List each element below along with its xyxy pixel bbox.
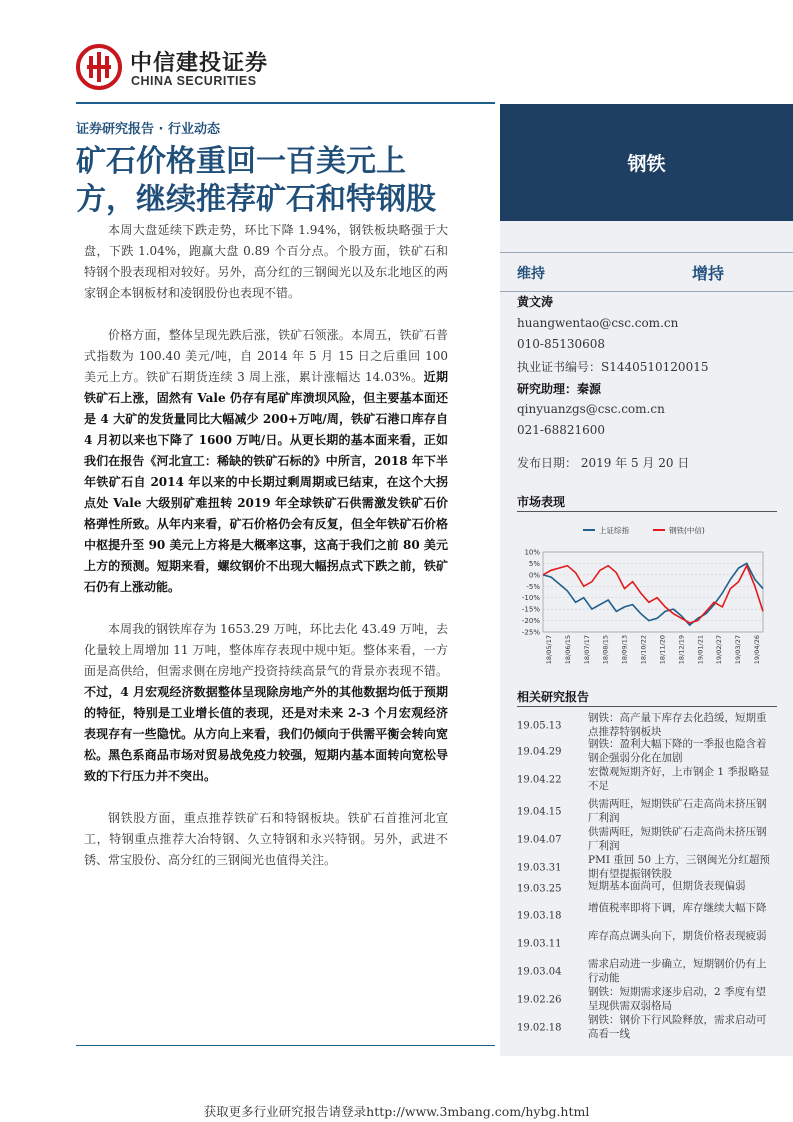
y-tick-label: -20%	[521, 617, 540, 626]
y-tick-label: 10%	[524, 548, 540, 557]
logo-en-text: CHINA SECURITIES	[131, 74, 257, 88]
related-report-date: 19.04.15	[517, 805, 562, 817]
footer-divider	[76, 1045, 495, 1046]
rating-maintain: 维持	[517, 266, 545, 282]
rating-overweight: 增持	[692, 264, 725, 283]
legend-label-sh: 上证综指	[599, 526, 629, 535]
x-tick-label: 18/09/13	[620, 635, 629, 665]
footer-link[interactable]: 获取更多行业研究报告请登录http://www.3mbang.com/hybg.html	[203, 1104, 590, 1119]
related-report-title: 钢铁：钢价下行风险释放，需求启动可高看一线	[588, 1014, 767, 1040]
related-report-date: 19.04.22	[517, 773, 562, 785]
x-tick-label: 18/10/22	[639, 635, 648, 665]
related-report-title: 钢铁：短期需求逐步启动，2 季度有望呈现供需双弱格局	[588, 986, 767, 1012]
related-report-item[interactable]	[517, 880, 777, 898]
legend-label-steel: 钢铁(中信)	[669, 526, 705, 535]
paragraph-4: 钢铁股方面，重点推荐铁矿石和特钢板块。铁矿石首推河北宣工，特钢重点推荐大冶特钢、久立特钢和永兴特钢。另外，武进不锈、常宝股份、高分红的三钢闽光也值得关注。	[84, 811, 448, 867]
related-report-item[interactable]	[517, 826, 777, 853]
related-report-date: 19.02.18	[517, 1021, 562, 1033]
related-report-date: 19.04.07	[517, 833, 562, 845]
series-line-steel	[543, 566, 763, 623]
related-report-date: 19.04.29	[517, 745, 562, 757]
paragraph-2	[84, 325, 448, 598]
related-report-item[interactable]	[517, 798, 777, 825]
related-report-item[interactable]	[517, 766, 777, 793]
y-tick-label: 5%	[528, 559, 540, 568]
related-report-title: 宏微观短期齐好，上市钢企 1 季报略显不足	[588, 766, 770, 792]
related-report-date: 19.05.13	[517, 719, 562, 731]
x-tick-label: 18/06/15	[563, 635, 572, 665]
paragraph-2-bold: 近期铁矿石上涨，固然有 Vale 仍存有尾矿库溃坝风险，但主要基本面还是 4 大矿的发货量同比大幅减少 200+万吨/周，铁矿石港口库存自 4 月初以来也下降了 1600 万吨/日。从更长期的基本面来看，正如我们在报告《河北宣工：稀缺的铁矿石标的》中所言，2018 年下半年铁矿石自 2014 年以来的中长期过剩周期或已结束，在这个大拐点处 Vale 大级别矿难扭转 2019 年全球铁矿石供需激发铁矿石价格弹性所致。从年内来看，矿石价格仍会有反复，但全年铁矿石价格中枢提升至 90 美元上方将是大概率这事，这高于我们之前 80 美元上方的预测。短期来看，螺纹钢价不出现大幅拐点式下跌之前，铁矿石仍有上涨动能。	[84, 370, 448, 594]
related-title: 相关研究报告	[517, 690, 590, 704]
x-tick-label: 19/01/21	[696, 635, 705, 665]
analyst-cert: 执业证书编号：S1440510120015	[517, 360, 709, 374]
related-report-title: 钢铁：高产量下库存去化趋缓，短期重点推荐特钢板块	[588, 712, 767, 738]
related-report-date: 19.02.26	[517, 993, 562, 1005]
brand-logo	[76, 44, 286, 94]
market-divider	[517, 511, 777, 512]
assistant-email[interactable]: qinyuanzgs@csc.com.cn	[517, 402, 665, 416]
related-report-title: 钢铁：盈利大幅下降的一季报也隐含着钢企强弱分化在加剧	[588, 738, 767, 764]
x-tick-label: 18/08/15	[601, 635, 610, 665]
x-tick-label: 19/04/26	[753, 635, 761, 665]
paragraph-2-normal: 价格方面，整体呈现先跌后涨，铁矿石领涨。本周五，铁矿石普式指数为 100.40 美元/吨，自 2014 年 5 月 15 日之后重回 100 美元上方。铁矿石期货连续 3 周上涨，累计涨幅达 14.03%。	[84, 328, 448, 384]
x-tick-label: 19/02/27	[715, 635, 724, 665]
related-report-item[interactable]	[517, 738, 777, 765]
related-report-date: 19.03.04	[517, 965, 562, 977]
analyst-name: 黄文涛	[517, 295, 554, 309]
related-report-item[interactable]	[517, 712, 777, 739]
y-tick-label: 0%	[528, 571, 540, 580]
x-tick-label: 18/05/17	[545, 635, 553, 665]
x-tick-label: 18/12/19	[677, 635, 686, 665]
related-report-date: 19.03.25	[517, 883, 562, 895]
related-report-item[interactable]	[517, 958, 777, 985]
publish-date: 发布日期： 2019 年 5 月 20 日	[517, 456, 690, 470]
related-report-item[interactable]	[517, 902, 777, 929]
market-performance-chart	[513, 520, 775, 670]
related-report-title: 库存高点调头向下，期货价格表现疲弱	[588, 930, 767, 942]
assistant-name: 研究助理：秦源	[517, 382, 602, 396]
related-report-title: 需求启动进一步确立，短期钢价仍有上行动能	[588, 958, 767, 984]
related-divider	[517, 706, 777, 707]
related-report-title: 供需两旺，短期铁矿石走高尚未挤压钢厂利润	[588, 826, 767, 852]
body-text	[84, 220, 448, 871]
related-report-date: 19.03.11	[517, 937, 562, 949]
page-title	[76, 143, 501, 219]
y-tick-label: -5%	[526, 582, 540, 591]
chart-legend	[583, 525, 705, 535]
assistant-phone: 021-68821600	[517, 423, 606, 437]
related-report-item[interactable]	[517, 986, 777, 1013]
related-report-date: 19.03.18	[517, 909, 562, 921]
related-report-item[interactable]	[517, 1014, 777, 1041]
market-title: 市场表现	[517, 495, 566, 509]
header-divider	[76, 102, 495, 104]
paragraph-3-bold: 不过，4 月宏观经济数据整体呈现除房地产外的其他数据均低于预期的特征，特别是工业增长值的表现，还是对未来 2-3 个月宏观经济表现存有一些隐忧。从方向上来看，我们仍倾向于供需平衡会转向宽松。黑色系商品市场对贸易战免疫力较强，短期内基本面转向宽松导致的下行压力并不突出。	[84, 685, 448, 783]
related-report-title: 供需两旺，短期铁矿石走高尚未挤压钢厂利润	[588, 798, 767, 824]
x-tick-label: 18/11/20	[658, 635, 667, 665]
paragraph-3-normal: 本周我的钢铁库存为 1653.29 万吨，环比去化 43.49 万吨，去化量较上周增加 11 万吨，整体库存表现中规中矩。整体来看，一方面是高供给，但需求侧在房地产投资持续高景气的背景亦表现不错。	[84, 622, 448, 678]
x-tick-label: 18/07/17	[582, 635, 591, 665]
title-line-1: 矿石价格重回一百美元上	[76, 144, 406, 179]
related-report-title: 短期基本面尚可，但期货表现偏弱	[588, 880, 746, 892]
related-report-title: 增值税率即将下调，库存继续大幅下降	[588, 902, 767, 914]
x-tick-label: 19/03/27	[734, 635, 743, 665]
logo-cn-text: 中信建投证券	[130, 51, 269, 76]
analyst-email[interactable]: huangwentao@csc.com.cn	[517, 316, 679, 330]
related-report-title: PMI 重回 50 上方，三钢闽光分红超预期有望提振钢铁股	[588, 854, 770, 880]
y-tick-label: -25%	[521, 628, 540, 637]
related-report-item[interactable]	[517, 854, 777, 881]
analyst-phone: 010-85130608	[517, 337, 606, 351]
related-report-item[interactable]	[517, 930, 777, 957]
sector-label: 钢铁	[500, 104, 793, 221]
report-type: 证券研究报告 · 行业动态	[76, 122, 220, 137]
y-tick-label: -15%	[521, 605, 540, 614]
title-line-2: 方，继续推荐矿石和特钢股	[76, 182, 436, 217]
rating-row	[500, 252, 793, 292]
y-tick-label: -10%	[521, 594, 540, 603]
paragraph-3	[84, 619, 448, 787]
related-report-date: 19.03.31	[517, 861, 562, 873]
paragraph-1: 本周大盘延续下跌走势，环比下降 1.94%，钢铁板块略强于大盘，下跌 1.04%，跑赢大盘 0.89 个百分点。个股方面，铁矿石和特钢个股表现相对较好。另外，高分红的三钢闽光以及东北地区的两家钢企本钢板材和凌钢股份也表现不错。	[84, 223, 448, 300]
logo-icon	[76, 44, 122, 90]
